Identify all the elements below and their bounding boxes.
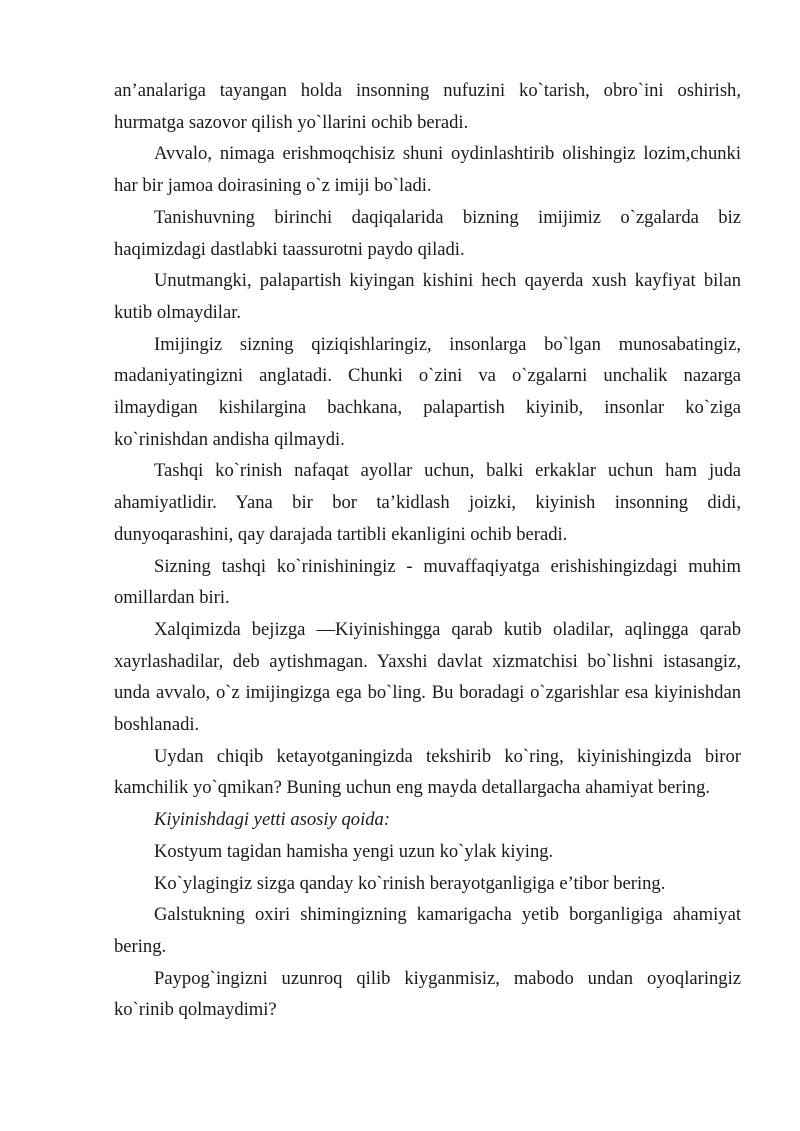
paragraph: Uydan chiqib ketayotganingizda tekshirib ko`ring, kiyinishingizda biror kamchilik yo`qmikan? Buning uchun eng mayda detallargacha ahamiyat bering. (114, 745, 741, 799)
rule-item: Ko`ylagingiz sizga qanday ko`rinish berayotganligiga e’tibor bering. (154, 872, 666, 894)
body-text (114, 75, 741, 1026)
paragraph: an’analariga tayangan holda insonning nufuzini ko`tarish, obro`ini oshirish, hurmatga sazovor qilish yo`llarini ochib beradi. (114, 80, 741, 133)
paragraph: Tashqi ko`rinish nafaqat ayollar uchun, balki erkaklar uchun ham juda ahamiyatlidir. Yana bir bor ta’kidlash joizki, kiyinish insonning didi, dunyoqarashini, qay darajada tartibli ekanligini ochib beradi. (114, 460, 741, 545)
rule-item: Galstukning oxiri shimingizning kamarigacha yetib borganligiga ahamiyat bering. (114, 904, 741, 957)
paragraph: Avvalo, nimaga erishmoqchisiz shuni oydinlashtirib olishingiz lozim,chunki har bir jamoa doirasining o`z imiji bo`ladi. (114, 143, 741, 197)
rule-item: Paypog`ingizni uzunroq qilib kiyganmisiz, mabodo undan oyoqlaringiz ko`rinib qolmaydimi? (114, 967, 741, 1021)
paragraph: Tanishuvning birinchi daqiqalarida bizning imijimiz o`zgalarda biz haqimizdagi dastlabki taassurotni paydo qiladi. (114, 206, 741, 260)
section-heading: Kiyinishdagi yetti asosiy qoida: (154, 809, 391, 831)
paragraph: Sizning tashqi ko`rinishiningiz - muvaffaqiyatga erishishingizdagi muhim omillardan biri. (114, 555, 741, 609)
rule-item: Kostyum tagidan hamisha yengi uzun ko`ylak kiying. (154, 840, 554, 862)
paragraph: Xalqimizda bejizga ―Kiyinishingga qarab kutib oladilar, aqlingga qarab xayrlashadilar, deb aytishmagan. Yaxshi davlat xizmatchisi bo`lishni istasangiz, unda avvalo, o`z imijingizga ega bo`ling. Bu boradagi o`zgarishlar esa kiyinishdan boshlanadi. (114, 618, 741, 736)
paragraph: Unutmangki, palapartish kiyingan kishini hech qayerda xush kayfiyat bilan kutib olmaydilar. (114, 270, 741, 323)
paragraph: Imijingiz sizning qiziqishlaringiz, insonlarga bo`lgan munosabatingiz, madaniyatingizni anglatadi. Chunki o`zini va o`zgalarni unchalik nazarga ilmaydigan kishilargina bachkana, palapartish kiyinib, insonlar ko`ziga ko`rinishdan andisha qilmaydi. (114, 333, 741, 450)
